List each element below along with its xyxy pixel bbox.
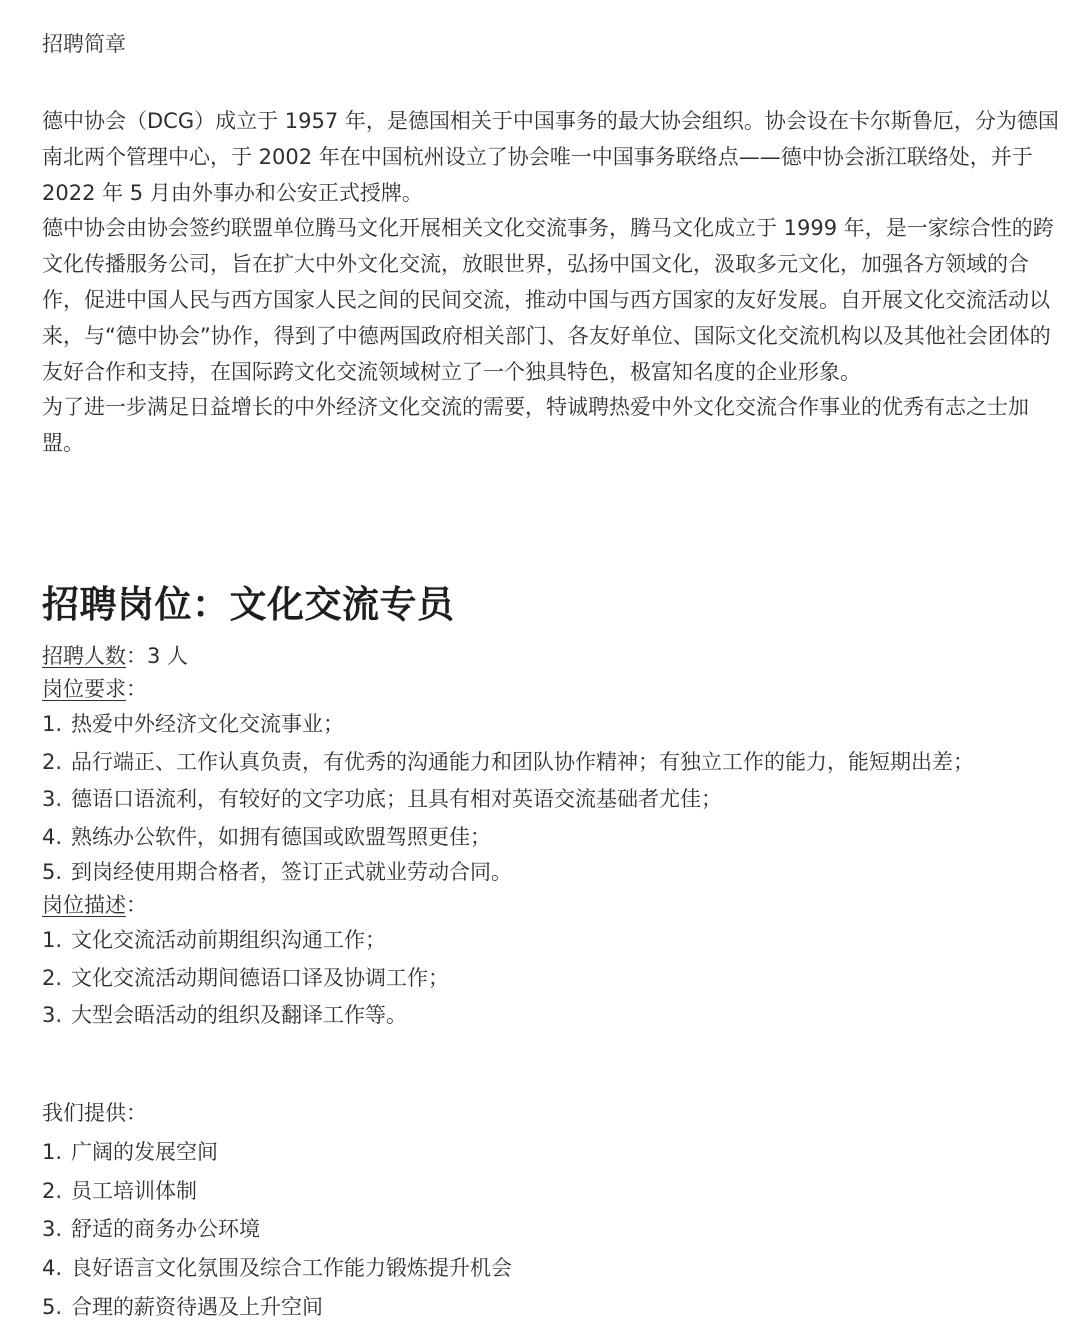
- benefit-text: 良好语言文化氛围及综合工作能力锻炼提升机会: [71, 1256, 512, 1281]
- benefits-heading: 我们提供：: [42, 1101, 147, 1125]
- intro-paragraph-company: 德中协会由协会签约联盟单位腾马文化开展相关文化交流事务，腾马文化成立于 1999 年，是一家综合性的跨文化传播服务公司，旨在扩大中外文化交流，放眼世界，弘扬中国文化，汲取多元文化，加强各方领域的合作，促进中国人民与西方国家人民之间的民间交流，推动中国与西方国家的友好发展。自开展文化交流活动以来，与“德中协会”协作，得到了中德两国政府相关部门、各友好单位、国际文化交流机构以及其他社会团体的友好合作和支持，在国际跨文化交流领域树立了一个独具特色，极富知名度的企业形象。: [42, 216, 1054, 384]
- benefit-text: 员工培训体制: [71, 1178, 197, 1203]
- requirement-number: 1.: [42, 712, 63, 736]
- benefit-item: [42, 1249, 1064, 1288]
- requirement-item: [42, 819, 1064, 857]
- intro-paragraph-association: 德中协会（DCG）成立于 1957 年，是德国相关于中国事务的最大协会组织。协会设在卡尔斯鲁厄，分为德国南北两个管理中心，于 2002 年在中国杭州设立了协会唯一中国事务联络点——德中协会浙江联络处，并于 2022 年 5 月由外事办和公安正式授牌。: [42, 109, 1059, 205]
- requirement-item: [42, 856, 1064, 889]
- description-number: 3.: [42, 1003, 63, 1027]
- benefit-item: [42, 1133, 1064, 1172]
- requirement-item: [42, 744, 1064, 782]
- benefit-text: 合理的薪资待遇及上升空间: [71, 1294, 323, 1319]
- requirement-number: 3.: [42, 787, 63, 811]
- benefit-number: 3.: [42, 1217, 63, 1242]
- benefit-item: [42, 1288, 1064, 1327]
- intro-paragraph-invitation: 为了进一步满足日益增长的中外经济文化交流的需要，特诚聘热爱中外文化交流合作事业的优秀有志之士加盟。: [42, 395, 1029, 456]
- benefit-text: 舒适的商务办公环境: [71, 1217, 260, 1242]
- job-details: [42, 640, 1064, 1035]
- description-text: 文化交流活动前期组织沟通工作；: [71, 928, 386, 952]
- requirements-label: 岗位要求: [42, 677, 126, 701]
- benefit-number: 2.: [42, 1178, 63, 1203]
- intro-section: [42, 104, 1064, 462]
- description-text: 大型会晤活动的组织及翻译工作等。: [71, 1003, 407, 1027]
- description-item: [42, 997, 1064, 1035]
- headcount-label: 招聘人数: [42, 644, 126, 668]
- benefits-section: [42, 1094, 1064, 1327]
- description-text: 文化交流活动期间德语口译及协调工作；: [71, 965, 449, 990]
- benefit-number: 1.: [42, 1139, 63, 1164]
- benefit-number: 4.: [42, 1256, 63, 1281]
- requirements-heading: [42, 673, 1064, 706]
- job-title: 招聘岗位：文化交流专员: [42, 583, 455, 626]
- description-heading: [42, 889, 1064, 922]
- requirement-text: 德语口语流利，有较好的文字功底；且具有相对英语交流基础者尤佳；: [71, 787, 722, 811]
- benefit-text: 广阔的发展空间: [71, 1139, 218, 1164]
- requirement-text: 到岗经使用期合格者，签订正式就业劳动合同。: [71, 860, 512, 884]
- document-label: 招聘简章: [42, 32, 126, 56]
- requirement-text: 热爱中外经济文化交流事业；: [71, 712, 344, 736]
- headcount-value: ：3 人: [126, 644, 189, 668]
- description-label: 岗位描述: [42, 893, 126, 917]
- requirement-text: 熟练办公软件，如拥有德国或欧盟驾照更佳；: [71, 824, 491, 849]
- headcount-row: [42, 640, 1064, 673]
- benefit-item: [42, 1172, 1064, 1211]
- benefit-number: 5.: [42, 1294, 63, 1319]
- description-number: 2.: [42, 965, 63, 990]
- description-number: 1.: [42, 928, 63, 952]
- requirement-number: 5.: [42, 860, 63, 884]
- requirement-item: [42, 781, 1064, 819]
- requirement-item: [42, 706, 1064, 744]
- requirement-number: 2.: [42, 749, 63, 774]
- requirements-colon: ：: [126, 677, 147, 701]
- description-item: [42, 922, 1064, 960]
- description-item: [42, 960, 1064, 998]
- benefit-item: [42, 1210, 1064, 1249]
- description-colon: ：: [126, 893, 147, 917]
- requirement-text: 品行端正、工作认真负责，有优秀的沟通能力和团队协作精神；有独立工作的能力，能短期出差；: [71, 749, 974, 774]
- requirement-number: 4.: [42, 824, 63, 849]
